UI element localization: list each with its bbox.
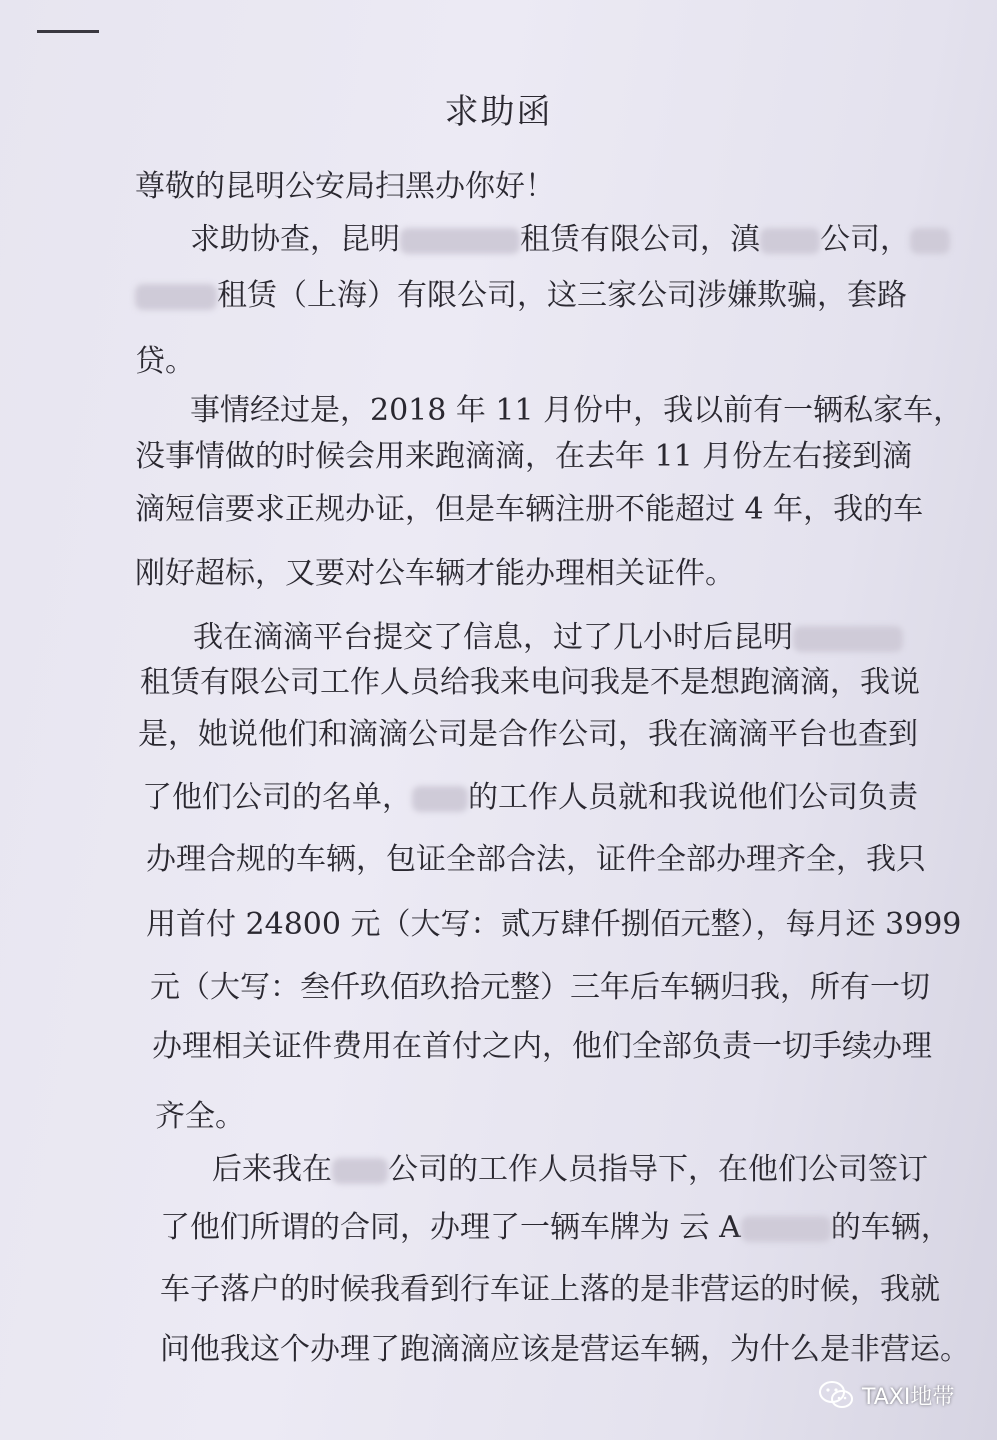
text-line: 事情经过是，2018 年 11 月份中，我以前有一辆私家车，: [190, 393, 964, 428]
redaction: [400, 228, 520, 254]
text-line: 办理相关证件费用在首付之内，他们全部负责一切手续办理: [152, 1029, 932, 1064]
redaction: [332, 1158, 388, 1184]
text-fragment: 的车辆，: [830, 1210, 951, 1245]
text-fragment: 租赁（上海）有限公司，这三家公司涉嫌欺骗，套路: [217, 278, 907, 313]
text-fragment: 我在滴滴平台提交了信息，过了几小时后昆明: [193, 620, 793, 655]
text-line: 滴短信要求正规办证，但是车辆注册不能超过 4 年，我的车: [135, 492, 924, 527]
redaction: [135, 284, 217, 310]
text-line: 问他我这个办理了跑滴滴应该是营运车辆，为什么是非营运。: [160, 1332, 970, 1367]
redaction: [793, 626, 903, 652]
text-line: [190, 220, 950, 260]
text-fragment: 求助协查，昆明: [190, 222, 400, 257]
redaction: [741, 1216, 831, 1242]
document-title: 求助函: [444, 92, 553, 132]
text-line: 是，她说他们和滴滴公司是合作公司，我在滴滴平台也查到: [138, 717, 918, 752]
text-line: [135, 276, 907, 316]
text-line: [160, 1208, 951, 1248]
redaction: [910, 228, 950, 254]
text-line: 租赁有限公司工作人员给我来电问我是不是想跑滴滴，我说: [140, 665, 920, 700]
text-line: [142, 778, 918, 818]
redaction: [760, 228, 820, 254]
text-line: [212, 1150, 928, 1190]
text-fragment: 租赁有限公司，滇: [520, 222, 760, 257]
text-line: 刚好超标，又要对公车辆才能办理相关证件。: [135, 556, 735, 591]
text-fragment: 后来我在: [212, 1152, 332, 1187]
salutation: 尊敬的昆明公安局扫黑办你好！: [135, 169, 555, 204]
watermark-text: TAXI地带: [862, 1384, 955, 1410]
text-line: 没事情做的时候会用来跑滴滴，在去年 11 月份左右接到滴: [135, 439, 913, 474]
text-fragment: 了他们所谓的合同，办理了一辆车牌为 云 A: [160, 1210, 741, 1245]
text-line: 齐全。: [155, 1099, 245, 1134]
text-line: 用首付 24800 元（大写：贰万肆仟捌佰元整），每月还 3999: [146, 907, 962, 942]
watermark: [818, 1375, 954, 1415]
dash-mark: [37, 30, 99, 33]
text-fragment: 了他们公司的名单，: [142, 780, 412, 815]
wechat-icon: [818, 1380, 854, 1410]
text-line: 贷。: [135, 344, 195, 379]
text-fragment: 公司，: [820, 222, 910, 257]
text-fragment: 的工作人员就和我说他们公司负责: [468, 780, 918, 815]
text-fragment: 公司的工作人员指导下，在他们公司签订: [388, 1152, 928, 1187]
redaction: [412, 786, 468, 812]
text-line: 元（大写：叁仟玖佰玖拾元整）三年后车辆归我，所有一切: [150, 970, 930, 1005]
text-line: 办理合规的车辆，包证全部合法，证件全部办理齐全，我只: [146, 842, 926, 877]
text-line: 车子落户的时候我看到行车证上落的是非营运的时候，我就: [160, 1272, 940, 1307]
text-line: [193, 618, 903, 658]
